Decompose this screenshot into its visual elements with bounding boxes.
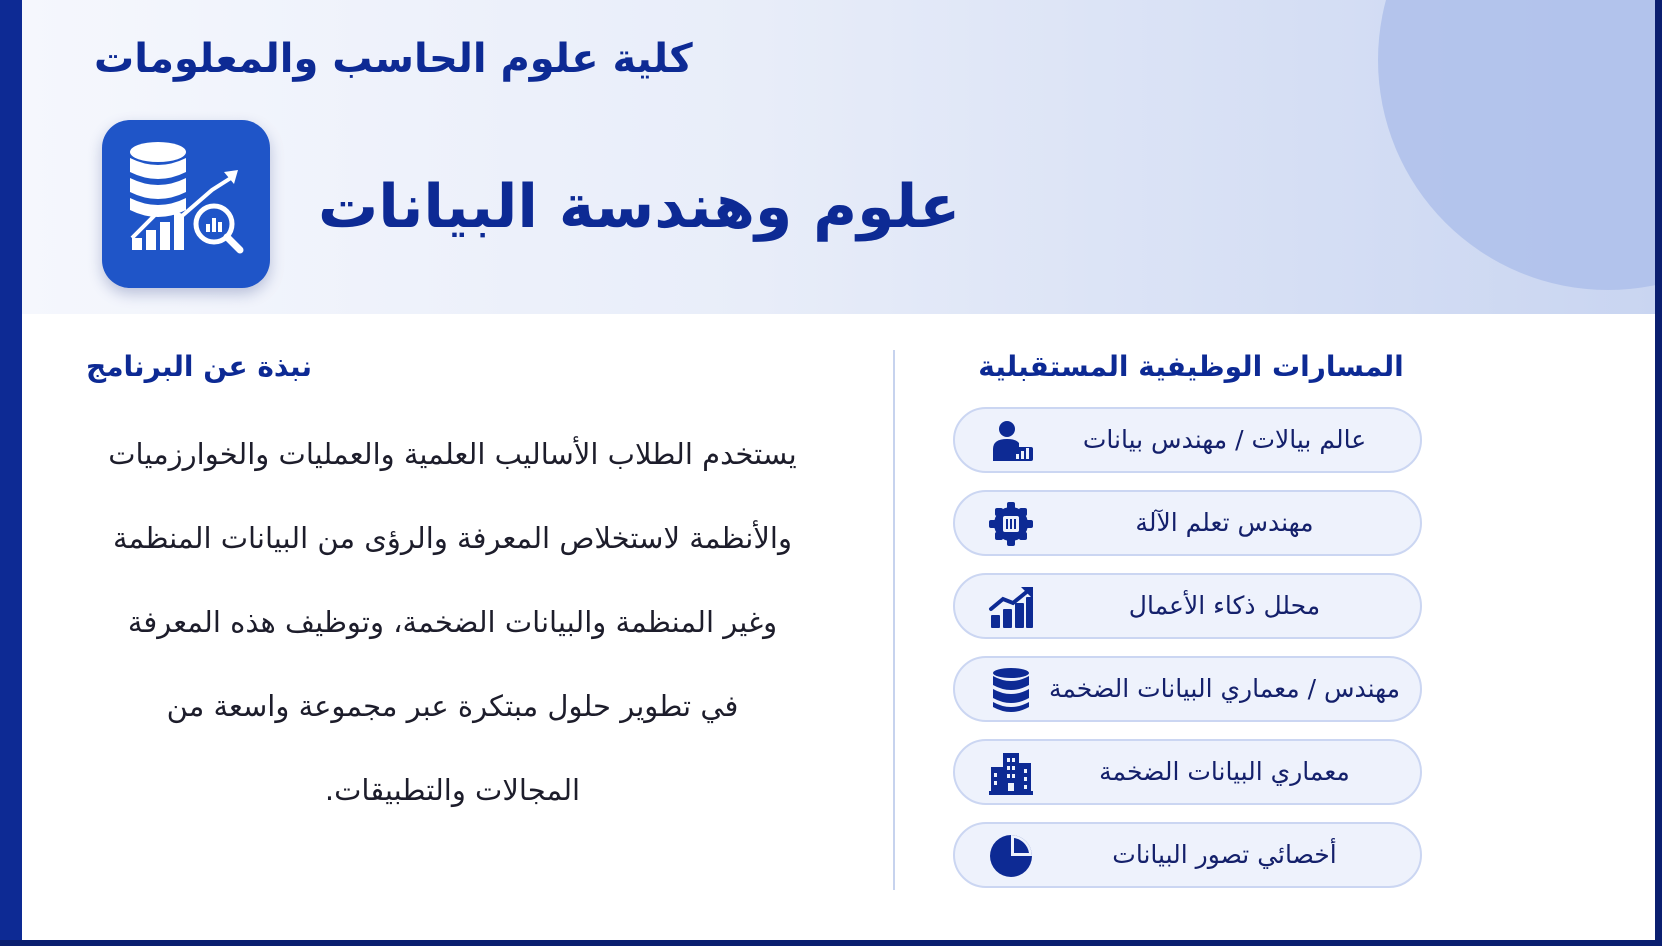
career-label: مهندس / معماري البيانات الضخمة xyxy=(1048,674,1401,703)
data-scientist-icon xyxy=(987,417,1035,465)
right-accent-bar xyxy=(1655,0,1662,946)
about-line: وغير المنظمة والبيانات الضخمة، وتوظيف هذه المعرفة xyxy=(127,605,778,639)
career-item-bi-analyst xyxy=(953,573,1422,639)
pie-chart-icon xyxy=(987,832,1035,880)
growth-chart-icon xyxy=(987,583,1035,631)
column-divider xyxy=(893,350,895,890)
faculty-title: كلية علوم الحاسب والمعلومات xyxy=(94,36,693,82)
program-title: علوم وهندسة البيانات xyxy=(318,172,961,242)
about-line: والأنظمة لاستخلاص المعرفة والرؤى من البيانات المنظمة xyxy=(113,521,792,555)
about-line: في تطوير حلول مبتكرة عبر مجموعة واسعة من xyxy=(166,689,739,723)
career-list xyxy=(953,407,1426,905)
career-label: معماري البيانات الضخمة xyxy=(1099,757,1350,786)
career-item-big-data-engineer xyxy=(953,656,1422,722)
career-item-data-scientist xyxy=(953,407,1422,473)
program-logo xyxy=(102,120,270,288)
about-paragraph xyxy=(90,426,815,846)
career-label: مهندس تعلم الآلة xyxy=(1135,508,1314,537)
database-icon xyxy=(987,666,1035,714)
bottom-accent-bar xyxy=(0,940,1662,946)
career-item-big-data-architect xyxy=(953,739,1422,805)
decorative-circle xyxy=(1378,0,1655,290)
career-label: أخصائي تصور البيانات xyxy=(1112,840,1337,869)
about-line: المجالات والتطبيقات. xyxy=(324,773,581,807)
career-item-ml-engineer xyxy=(953,490,1422,556)
about-heading: نبذة عن البرنامج xyxy=(86,350,312,383)
ai-chip-icon xyxy=(987,500,1035,548)
header-banner xyxy=(22,0,1655,314)
buildings-icon xyxy=(987,749,1035,797)
career-label: عالم بيالات / مهندس بيانات xyxy=(1082,425,1367,454)
career-item-data-visualization xyxy=(953,822,1422,888)
about-line: يستخدم الطلاب الأساليب العلمية والعمليات والخوارزميات xyxy=(108,437,797,471)
database-analytics-icon xyxy=(102,120,270,288)
careers-heading: المسارات الوظيفية المستقبلية xyxy=(978,350,1404,383)
left-accent-bar xyxy=(0,0,22,946)
career-label: محلل ذكاء الأعمال xyxy=(1128,591,1321,620)
